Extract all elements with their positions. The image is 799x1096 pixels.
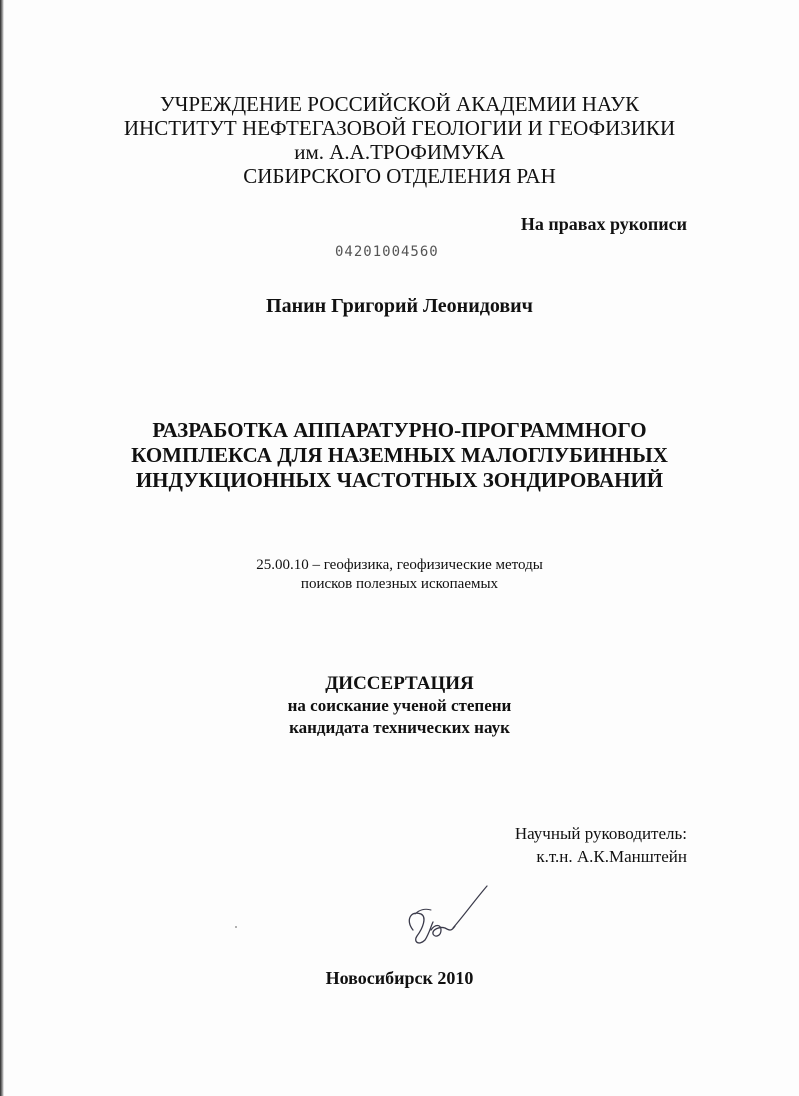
- specialty-code: [0, 556, 799, 594]
- scan-speck: [235, 926, 237, 928]
- institution-block: [0, 92, 799, 188]
- document-type-heading: ДИССЕРТАЦИЯ: [325, 673, 474, 694]
- degree-line: кандидата технических наук: [289, 718, 510, 737]
- handwritten-signature: [395, 880, 495, 960]
- degree-line: на соискание ученой степени: [287, 696, 512, 715]
- specialty-line: поисков полезных ископаемых: [300, 576, 499, 592]
- advisor-label: Научный руководитель:: [514, 824, 687, 843]
- title-line: РАЗРАБОТКА АППАРАТУРНО-ПРОГРАММНОГО: [152, 418, 647, 442]
- registration-number-stamp: 04201004560: [335, 244, 439, 260]
- scientific-advisor: [515, 822, 687, 868]
- dissertation-title: [0, 418, 799, 493]
- title-line: ИНДУКЦИОННЫХ ЧАСТОТНЫХ ЗОНДИРОВАНИЙ: [135, 468, 664, 492]
- document-type-block: [0, 673, 799, 739]
- specialty-line: 25.00.10 – геофизика, геофизические методы: [256, 557, 543, 573]
- author-name: Панин Григорий Леонидович: [266, 295, 533, 317]
- city-and-year: Новосибирск 2010: [325, 968, 474, 988]
- institution-line: им. А.А.ТРОФИМУКА: [294, 140, 505, 164]
- institution-line: УЧРЕЖДЕНИЕ РОССИЙСКОЙ АКАДЕМИИ НАУК: [159, 92, 640, 116]
- manuscript-rights-note: На правах рукописи: [520, 214, 687, 234]
- institution-line: ИНСТИТУТ НЕФТЕГАЗОВОЙ ГЕОЛОГИИ И ГЕОФИЗИКИ: [123, 116, 676, 140]
- title-line: КОМПЛЕКСА ДЛЯ НАЗЕМНЫХ МАЛОГЛУБИННЫХ: [131, 443, 668, 467]
- institution-line: СИБИРСКОГО ОТДЕЛЕНИЯ РАН: [243, 164, 556, 188]
- advisor-name: к.т.н. А.К.Манштейн: [536, 847, 687, 866]
